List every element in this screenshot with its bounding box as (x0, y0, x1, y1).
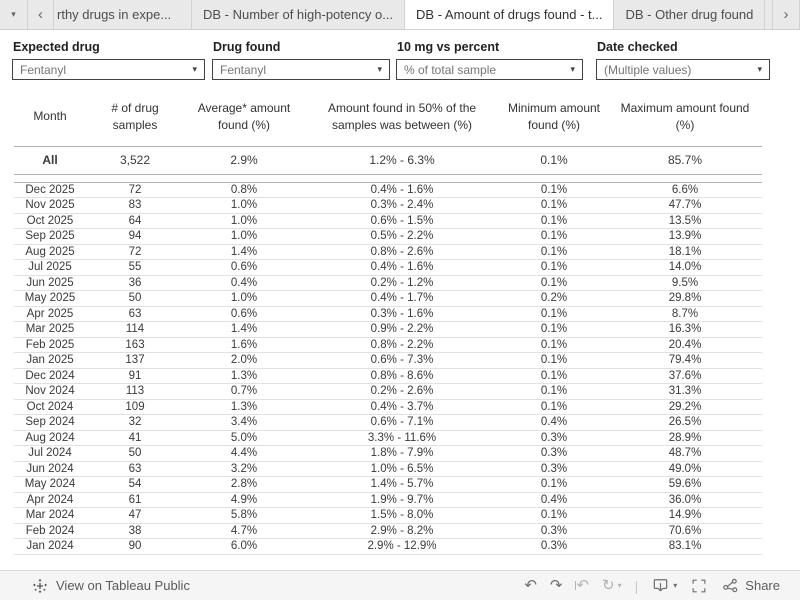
value-cell[interactable]: 6.0% (184, 539, 304, 555)
value-cell[interactable]: 3.4% (184, 415, 304, 431)
month-cell[interactable]: Oct 2025 (14, 213, 86, 229)
value-cell[interactable]: 0.3% (500, 539, 608, 555)
value-cell[interactable]: 1.3% (184, 368, 304, 384)
value-cell[interactable]: 0.1% (500, 182, 608, 198)
column-header-minimum[interactable]: Minimum amount found (%) (507, 101, 601, 132)
value-cell[interactable]: 1.8% - 7.9% (304, 446, 500, 462)
table-row (14, 399, 762, 415)
value-cell[interactable]: 2.8% (184, 477, 304, 493)
value-cell[interactable]: 4.7% (184, 523, 304, 539)
chevron-down-icon: ▾ (570, 64, 575, 74)
value-cell[interactable]: 1.9% - 9.7% (304, 492, 500, 508)
undo-button[interactable] (524, 578, 537, 593)
value-cell[interactable]: 63 (86, 306, 184, 322)
value-cell[interactable]: 59.6% (608, 477, 762, 493)
drug-amount-table (14, 92, 762, 555)
table-row (14, 353, 762, 369)
filter-date-checked (596, 38, 770, 80)
value-cell[interactable]: 0.1% (500, 508, 608, 524)
value-cell[interactable]: 47.7% (608, 198, 762, 214)
selected-value: Fentanyl (220, 62, 267, 77)
filter-label: 10 mg vs percent (397, 40, 500, 54)
value-cell[interactable]: 5.0% (184, 430, 304, 446)
value-cell[interactable]: 3,522 (86, 146, 184, 174)
value-cell[interactable]: 0.3% (500, 461, 608, 477)
value-cell[interactable]: 9.5% (608, 275, 762, 291)
undo-icon: ↶ (524, 577, 537, 594)
value-cell[interactable]: 1.0% (184, 291, 304, 307)
table-row (14, 291, 762, 307)
value-cell[interactable]: 4.9% (184, 492, 304, 508)
value-cell[interactable]: 0.4% (500, 492, 608, 508)
value-cell[interactable]: 0.8% - 2.2% (304, 337, 500, 353)
month-cell[interactable]: Apr 2025 (14, 306, 86, 322)
value-cell[interactable]: 72 (86, 244, 184, 260)
value-cell[interactable]: 50 (86, 446, 184, 462)
month-cell[interactable]: Sep 2024 (14, 415, 86, 431)
value-cell[interactable]: 0.1% (500, 229, 608, 245)
month-cell[interactable]: Nov 2024 (14, 384, 86, 400)
table-row (14, 384, 762, 400)
value-cell[interactable]: 0.1% (500, 198, 608, 214)
value-cell[interactable]: 0.1% (500, 353, 608, 369)
value-cell[interactable]: 1.0% (184, 198, 304, 214)
value-cell[interactable]: 49.0% (608, 461, 762, 477)
refresh-button[interactable] (602, 578, 622, 593)
value-cell[interactable]: 0.1% (500, 477, 608, 493)
tab-noteworthy-drugs[interactable]: rthy drugs in expe... (54, 0, 192, 29)
value-cell[interactable]: 2.0% (184, 353, 304, 369)
share-label: Share (745, 578, 780, 593)
month-cell[interactable]: Feb 2025 (14, 337, 86, 353)
tableau-logo-icon (32, 578, 48, 594)
drug-found-select[interactable] (212, 59, 390, 80)
value-cell[interactable]: 37.6% (608, 368, 762, 384)
value-cell[interactable]: 94 (86, 229, 184, 245)
month-cell[interactable]: Nov 2025 (14, 198, 86, 214)
tab-amount-of-drugs-found[interactable]: DB - Amount of drugs found - t... (405, 0, 614, 29)
value-cell[interactable]: 0.2% (500, 291, 608, 307)
table-header (14, 92, 762, 146)
column-header-maximum[interactable]: Maximum amount found (%) (620, 101, 750, 132)
value-cell[interactable]: 109 (86, 399, 184, 415)
share-button[interactable] (721, 576, 780, 595)
month-cell[interactable]: Jan 2025 (14, 353, 86, 369)
value-cell[interactable]: 0.3% (500, 430, 608, 446)
value-cell[interactable]: 18.1% (608, 244, 762, 260)
value-cell[interactable]: 0.1% (500, 306, 608, 322)
value-cell[interactable]: 61 (86, 492, 184, 508)
value-cell[interactable]: 70.6% (608, 523, 762, 539)
column-header-range[interactable]: Amount found in 50% of the samples was between (%) (327, 101, 477, 132)
refresh-icon: ↻ (602, 577, 615, 594)
chevron-down-icon: ▾ (617, 580, 622, 590)
value-cell[interactable]: 0.7% (184, 384, 304, 400)
filter-expected-drug (12, 38, 205, 80)
month-cell[interactable]: Feb 2024 (14, 523, 86, 539)
table-row (14, 523, 762, 539)
tab-other-drug-found[interactable]: DB - Other drug found (614, 0, 765, 29)
download-icon (651, 576, 670, 595)
value-cell[interactable]: 0.6% - 1.5% (304, 213, 500, 229)
value-cell[interactable]: 0.1% (500, 322, 608, 338)
chevron-down-icon: ▾ (192, 64, 197, 74)
month-cell[interactable]: Jul 2025 (14, 260, 86, 276)
value-cell[interactable]: 0.4% - 1.7% (304, 291, 500, 307)
selected-value: (Multiple values) (604, 62, 692, 77)
value-cell[interactable]: 1.2% - 6.3% (304, 146, 500, 174)
month-cell[interactable]: May 2024 (14, 477, 86, 493)
value-cell[interactable]: 28.9% (608, 430, 762, 446)
value-cell[interactable]: 1.3% (184, 399, 304, 415)
view-on-tableau-public-label: View on Tableau Public (56, 578, 190, 593)
fullscreen-button[interactable] (690, 577, 708, 595)
value-cell[interactable]: 1.0% - 6.5% (304, 461, 500, 477)
value-cell[interactable]: 137 (86, 353, 184, 369)
value-cell[interactable]: 0.4% (500, 415, 608, 431)
value-cell[interactable]: 3.3% - 11.6% (304, 430, 500, 446)
month-cell[interactable]: Mar 2024 (14, 508, 86, 524)
filter-label: Date checked (597, 40, 678, 54)
value-cell[interactable]: 0.1% (500, 213, 608, 229)
download-button[interactable] (651, 576, 677, 595)
spacer-row (14, 174, 762, 182)
value-cell[interactable]: 47 (86, 508, 184, 524)
value-cell[interactable]: 6.6% (608, 182, 762, 198)
table-row (14, 337, 762, 353)
tab-scroll-left-button[interactable] (28, 0, 54, 29)
value-cell[interactable]: 0.1% (500, 399, 608, 415)
value-cell[interactable]: 83.1% (608, 539, 762, 555)
value-cell[interactable]: 5.8% (184, 508, 304, 524)
value-cell[interactable]: 2.9% - 12.9% (304, 539, 500, 555)
value-cell[interactable]: 163 (86, 337, 184, 353)
value-cell[interactable]: 1.4% - 5.7% (304, 477, 500, 493)
table-row (14, 182, 762, 198)
expected-drug-select[interactable] (12, 59, 205, 80)
value-cell[interactable]: 0.1% (500, 244, 608, 260)
mg-vs-percent-select[interactable] (396, 59, 583, 80)
month-cell[interactable]: May 2025 (14, 291, 86, 307)
sheet-tab-bar (0, 0, 800, 30)
share-icon (721, 576, 740, 595)
monthly-rows (14, 182, 762, 554)
value-cell[interactable]: 29.2% (608, 399, 762, 415)
month-cell[interactable]: Aug 2025 (14, 244, 86, 260)
value-cell[interactable]: 0.9% - 2.2% (304, 322, 500, 338)
value-cell[interactable]: 72 (86, 182, 184, 198)
value-cell[interactable]: 91 (86, 368, 184, 384)
value-cell[interactable]: 0.6% - 7.3% (304, 353, 500, 369)
value-cell[interactable]: 64 (86, 213, 184, 229)
table-row (14, 508, 762, 524)
value-cell[interactable]: 4.4% (184, 446, 304, 462)
month-cell[interactable]: Jan 2024 (14, 539, 86, 555)
value-cell[interactable]: 14.0% (608, 260, 762, 276)
filter-label: Drug found (213, 40, 281, 54)
value-cell[interactable]: 0.1% (500, 337, 608, 353)
value-cell[interactable]: 26.5% (608, 415, 762, 431)
value-cell[interactable]: 20.4% (608, 337, 762, 353)
chevron-down-icon: ▾ (673, 580, 678, 590)
value-cell[interactable]: 0.5% - 2.2% (304, 229, 500, 245)
value-cell[interactable]: 0.4% (184, 275, 304, 291)
table-row (14, 430, 762, 446)
value-cell[interactable]: 0.8% - 8.6% (304, 368, 500, 384)
tab-list-dropdown-button[interactable] (0, 0, 28, 29)
date-checked-select[interactable] (596, 59, 770, 80)
toolbar-divider: | (634, 577, 639, 594)
redo-icon: ↷ (549, 577, 563, 594)
chevron-down-icon: ▾ (377, 64, 382, 74)
value-cell[interactable]: 36 (86, 275, 184, 291)
value-cell[interactable]: 0.6% (184, 260, 304, 276)
value-cell[interactable]: 79.4% (608, 353, 762, 369)
filter-label: Expected drug (13, 40, 100, 54)
table-row (14, 322, 762, 338)
table-row (14, 229, 762, 245)
table-row (14, 213, 762, 229)
value-cell[interactable]: 36.0% (608, 492, 762, 508)
column-header-month[interactable]: Month (33, 109, 67, 124)
viz-toolbar (524, 576, 780, 595)
value-cell[interactable]: 1.0% (184, 229, 304, 245)
value-cell[interactable]: 0.3% - 2.4% (304, 198, 500, 214)
value-cell[interactable]: 85.7% (608, 146, 762, 174)
table-row (14, 198, 762, 214)
chevron-down-icon: ▾ (757, 64, 762, 74)
filter-mg-vs-percent (396, 38, 583, 80)
value-cell[interactable]: 0.4% - 1.6% (304, 182, 500, 198)
value-cell[interactable]: 90 (86, 539, 184, 555)
month-cell[interactable]: Jul 2024 (14, 446, 86, 462)
value-cell[interactable]: 29.8% (608, 291, 762, 307)
value-cell[interactable]: 55 (86, 260, 184, 276)
table-row (14, 492, 762, 508)
table-row (14, 446, 762, 462)
value-cell[interactable]: 48.7% (608, 446, 762, 462)
value-cell[interactable]: 2.9% - 8.2% (304, 523, 500, 539)
table-row (14, 244, 762, 260)
value-cell[interactable]: 41 (86, 430, 184, 446)
value-cell[interactable]: 0.3% (500, 446, 608, 462)
month-cell[interactable]: Aug 2024 (14, 430, 86, 446)
table-row (14, 539, 762, 555)
month-cell[interactable]: Dec 2025 (14, 182, 86, 198)
selected-value: Fentanyl (20, 62, 67, 77)
table-row (14, 461, 762, 477)
selected-value: % of total sample (404, 62, 497, 77)
value-cell[interactable]: 38 (86, 523, 184, 539)
summary-row-all (14, 146, 762, 174)
replay-icon: ↶ (576, 577, 590, 594)
chevron-down-icon: ▾ (11, 9, 16, 19)
month-cell[interactable]: Apr 2024 (14, 492, 86, 508)
column-header-samples[interactable]: # of drug samples (111, 101, 159, 132)
value-cell[interactable]: 13.5% (608, 213, 762, 229)
value-cell[interactable]: 1.4% (184, 322, 304, 338)
value-cell[interactable]: 0.1% (500, 260, 608, 276)
value-cell[interactable]: 113 (86, 384, 184, 400)
table-row (14, 368, 762, 384)
value-cell[interactable]: 0.6% - 7.1% (304, 415, 500, 431)
value-cell[interactable]: 54 (86, 477, 184, 493)
value-cell[interactable]: 1.0% (184, 213, 304, 229)
view-on-tableau-public-link[interactable] (32, 578, 190, 594)
month-cell[interactable]: Mar 2025 (14, 322, 86, 338)
month-cell[interactable]: Dec 2024 (14, 368, 86, 384)
value-cell[interactable]: 0.3% (500, 523, 608, 539)
chevron-left-icon: ‹ (38, 6, 43, 23)
month-cell[interactable]: Jun 2025 (14, 275, 86, 291)
value-cell[interactable]: 0.1% (500, 146, 608, 174)
value-cell[interactable]: 83 (86, 198, 184, 214)
table-row (14, 275, 762, 291)
value-cell[interactable]: 8.7% (608, 306, 762, 322)
value-cell[interactable]: 50 (86, 291, 184, 307)
value-cell[interactable]: 32 (86, 415, 184, 431)
value-cell[interactable]: 16.3% (608, 322, 762, 338)
value-cell[interactable]: 0.8% - 2.6% (304, 244, 500, 260)
value-cell[interactable]: 114 (86, 322, 184, 338)
month-cell[interactable]: Sep 2025 (14, 229, 86, 245)
value-cell[interactable]: 31.3% (608, 384, 762, 400)
fullscreen-icon (690, 577, 708, 595)
column-header-average[interactable]: Average* amount found (%) (197, 101, 291, 132)
table-row (14, 260, 762, 276)
value-cell[interactable]: 0.8% (184, 182, 304, 198)
value-cell[interactable]: 0.2% - 2.6% (304, 384, 500, 400)
value-cell[interactable]: 0.6% (184, 306, 304, 322)
value-cell[interactable]: 1.4% (184, 244, 304, 260)
value-cell[interactable]: 0.2% - 1.2% (304, 275, 500, 291)
value-cell[interactable]: 0.1% (500, 384, 608, 400)
value-cell[interactable]: 13.9% (608, 229, 762, 245)
tab-number-high-potency[interactable]: DB - Number of high-potency o... (192, 0, 405, 29)
value-cell[interactable]: 3.2% (184, 461, 304, 477)
value-cell[interactable]: 1.6% (184, 337, 304, 353)
value-cell[interactable]: 14.9% (608, 508, 762, 524)
value-cell[interactable]: 1.5% - 8.0% (304, 508, 500, 524)
table-row (14, 306, 762, 322)
month-cell[interactable]: All (14, 146, 86, 174)
replay-button[interactable] (575, 578, 589, 593)
month-cell[interactable]: Jun 2024 (14, 461, 86, 477)
table-row (14, 477, 762, 493)
month-cell[interactable]: Oct 2024 (14, 399, 86, 415)
value-cell[interactable]: 0.4% - 3.7% (304, 399, 500, 415)
value-cell[interactable]: 0.1% (500, 368, 608, 384)
tableau-footer-bar (0, 570, 800, 600)
value-cell[interactable]: 63 (86, 461, 184, 477)
value-cell[interactable]: 0.4% - 1.6% (304, 260, 500, 276)
chevron-right-icon: › (783, 6, 789, 23)
redo-button[interactable] (550, 578, 563, 593)
value-cell[interactable]: 2.9% (184, 146, 304, 174)
tab-scroll-right-button[interactable] (772, 0, 800, 29)
filter-drug-found (212, 38, 390, 80)
value-cell[interactable]: 0.1% (500, 275, 608, 291)
value-cell[interactable]: 0.3% - 1.6% (304, 306, 500, 322)
filter-row (0, 30, 800, 80)
table-row (14, 415, 762, 431)
